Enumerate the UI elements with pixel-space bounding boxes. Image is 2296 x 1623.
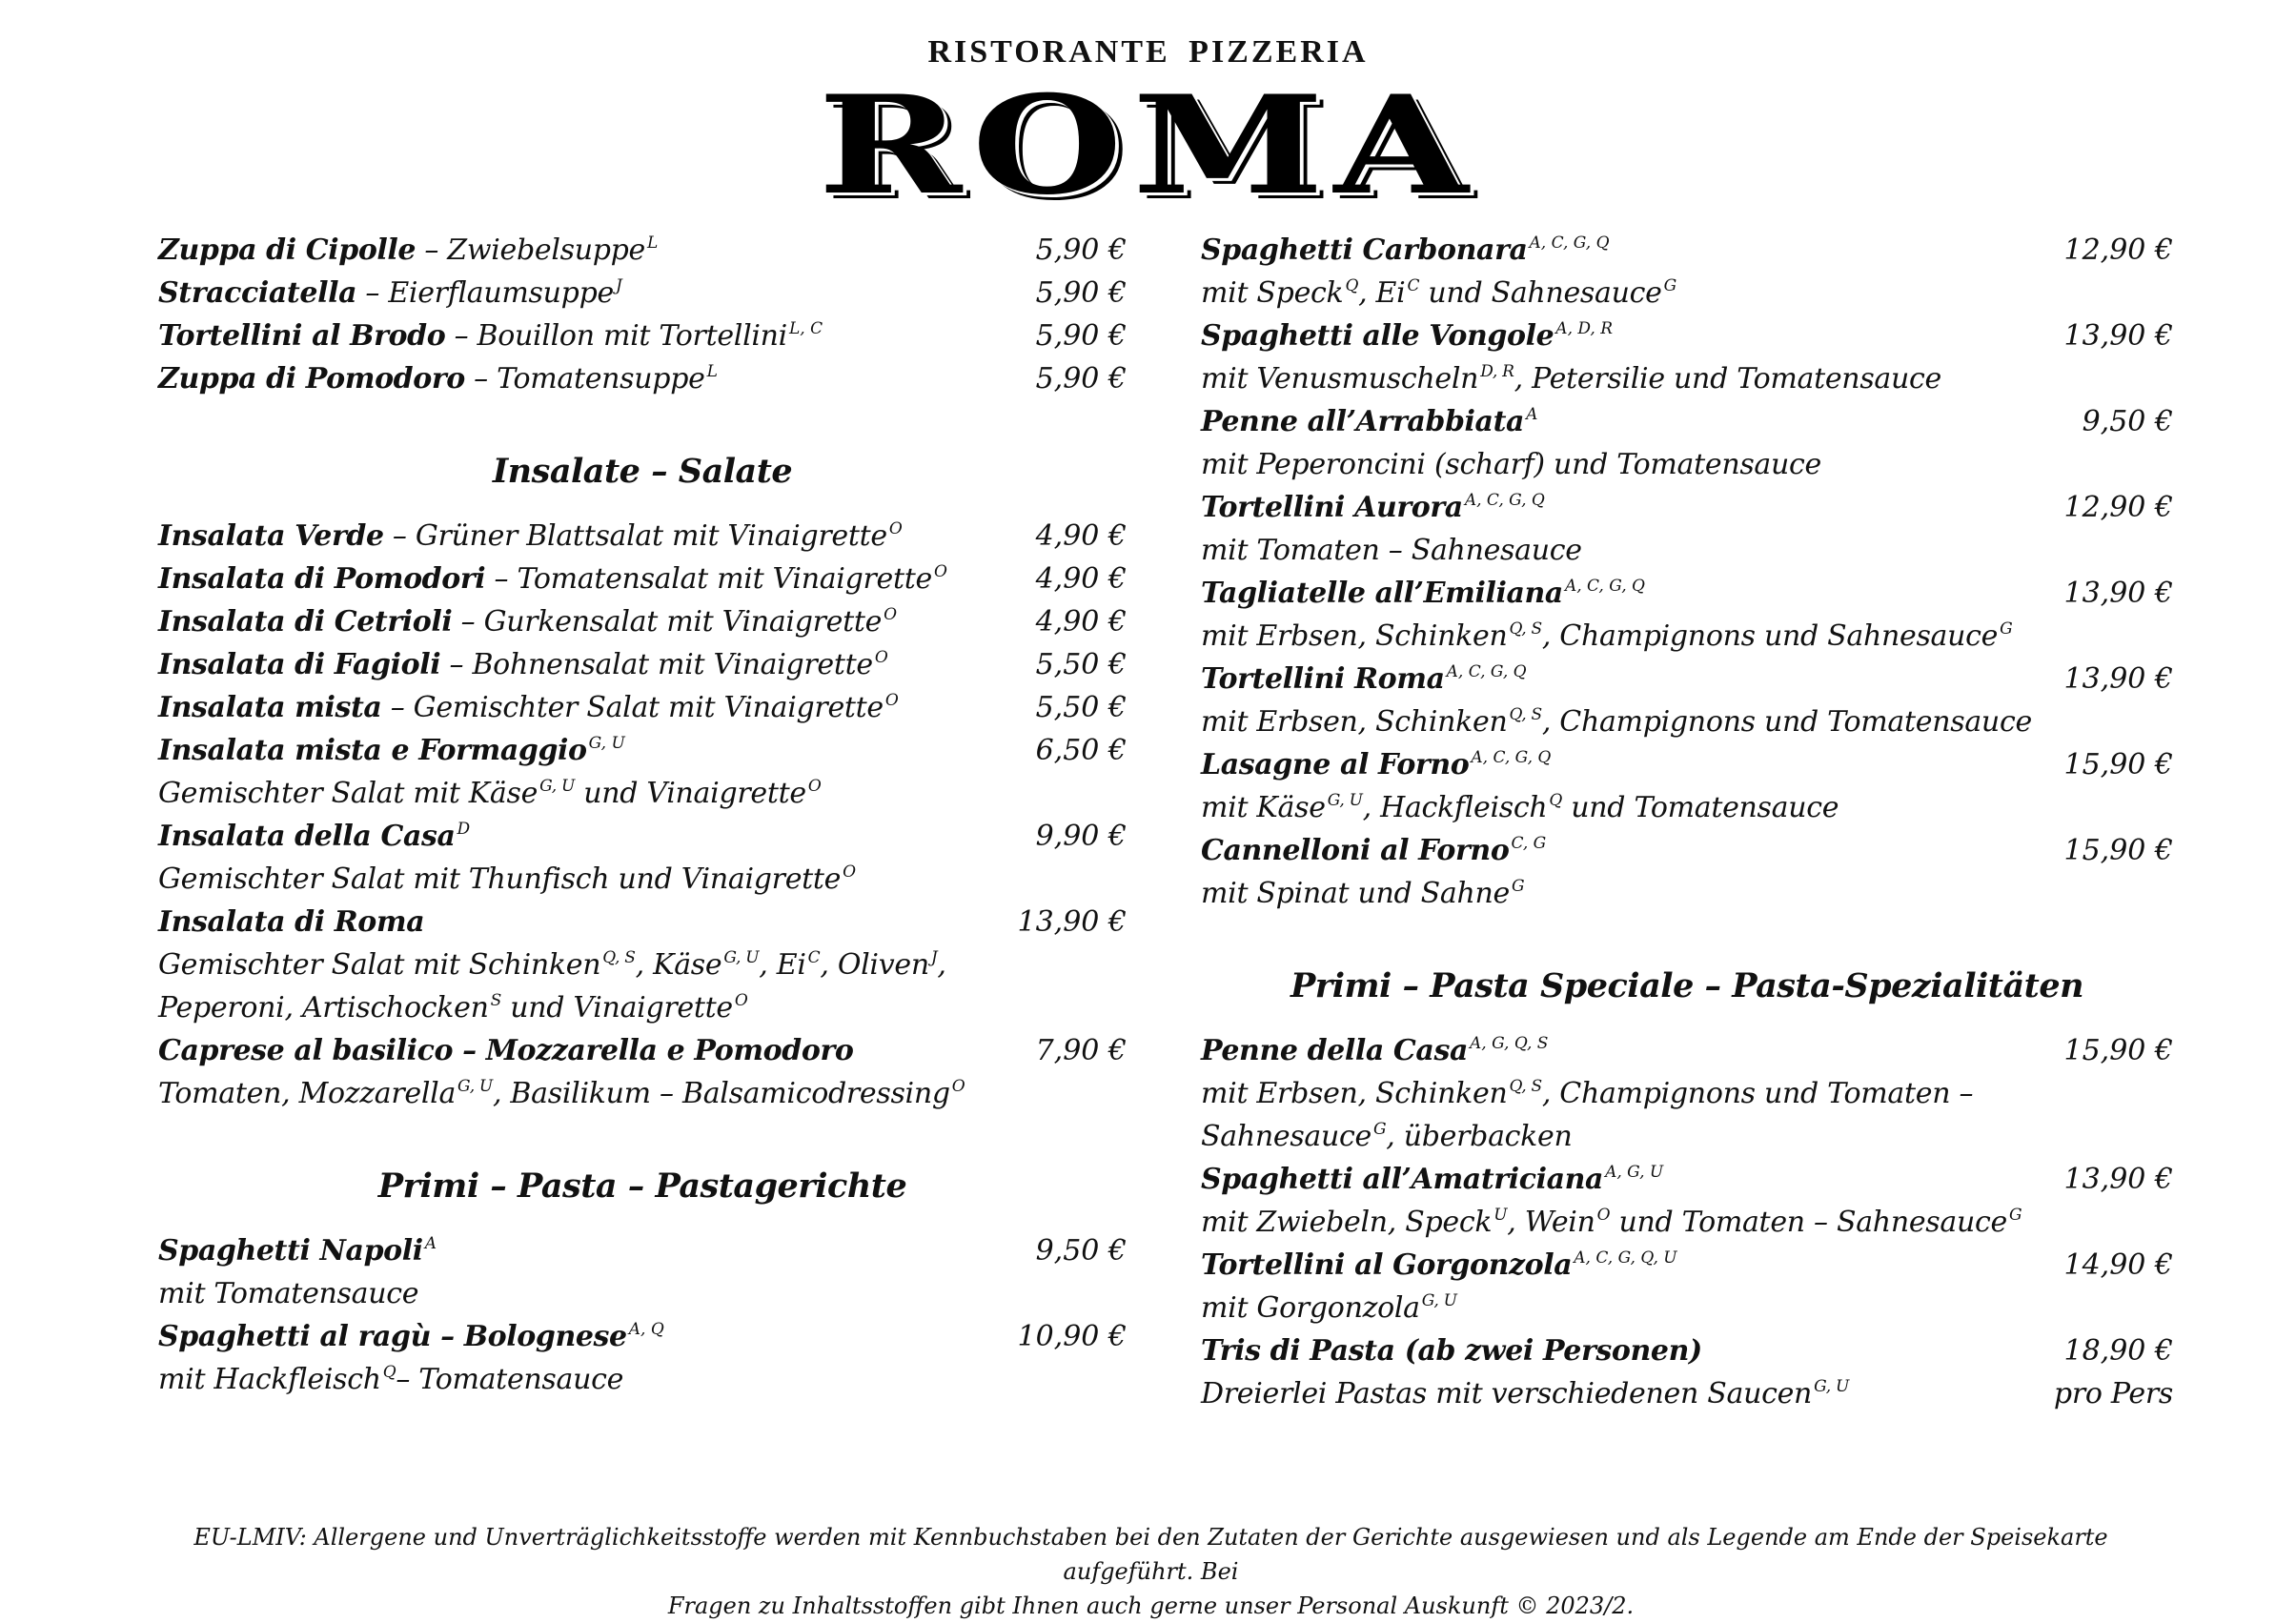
description-text: , <box>937 948 946 982</box>
description-text: mit Tomaten – Sahnesauce <box>1201 534 1582 567</box>
description-text: , Käse <box>635 948 722 982</box>
dish-price: 4,90 € <box>1035 519 1127 553</box>
allergen-codes: O <box>874 648 888 667</box>
dish-separator: – <box>464 362 498 396</box>
dish-price: 13,90 € <box>2063 1163 2173 1196</box>
dish-separator: – <box>485 562 518 596</box>
dish-price: 12,90 € <box>2063 233 2173 267</box>
allergen-codes: O <box>1596 1206 1611 1225</box>
dish-name: Tortellini al Brodo <box>158 319 446 353</box>
menu-item-row <box>158 815 1127 858</box>
allergen-codes: C <box>1407 276 1420 295</box>
allergen-codes: J <box>930 948 938 967</box>
menu-item-row <box>158 729 1127 772</box>
allergen-codes: O <box>884 605 897 624</box>
dish-price: 14,90 € <box>2063 1248 2173 1282</box>
dish-separator: – <box>452 605 484 639</box>
description-text: Sahnesauce <box>1201 1120 1372 1153</box>
description-text: , Hackfleisch <box>1362 791 1548 824</box>
dish-name: Tortellini Aurora <box>1201 491 1463 524</box>
description-text: – Tomatensauce <box>396 1363 624 1396</box>
allergen-codes: O <box>843 862 856 882</box>
dish-price: 9,90 € <box>1035 820 1127 853</box>
dish-name: Tortellini al Gorgonzola <box>1201 1248 1573 1282</box>
allergen-codes: A, C, G, Q <box>1471 748 1552 767</box>
menu-item-row <box>1201 1244 2173 1287</box>
dish-description-line <box>158 1072 1127 1115</box>
description-text: , Champignons und Tomaten – <box>1541 1077 1974 1110</box>
dish-description-line <box>1201 272 2173 314</box>
dish-name: Stracciatella <box>158 276 357 310</box>
description-text: , Champignons und Tomatensauce <box>1541 705 2032 739</box>
dish-price: 5,90 € <box>1035 233 1127 267</box>
allergen-codes: L <box>647 233 659 253</box>
dish-price: 7,90 € <box>1035 1034 1127 1067</box>
dish-description: Tomatensuppe <box>497 362 705 396</box>
dish-price: 5,90 € <box>1035 276 1127 310</box>
section-heading: Primi – Pasta – Pastagerichte <box>377 1167 907 1206</box>
menu-item-row <box>158 314 1127 357</box>
menu-item-row <box>1201 400 2173 443</box>
allergen-codes: G <box>1373 1120 1387 1139</box>
dish-description-line <box>158 858 1127 901</box>
description-text: mit Hackfleisch <box>158 1363 381 1396</box>
allergen-codes: G, U <box>588 734 625 753</box>
dish-name: Tris di Pasta (ab zwei Personen) <box>1201 1334 1702 1368</box>
dish-description-line <box>1201 615 2173 658</box>
menu-item-row <box>158 643 1127 686</box>
dish-description: Zwiebelsuppe <box>447 233 646 267</box>
price-unit: pro Pers <box>2053 1377 2173 1410</box>
menu-item-row <box>158 229 1127 272</box>
dish-name: Insalata mista e Formaggio <box>158 734 587 767</box>
allergen-codes: A <box>1526 405 1538 424</box>
allergen-codes: D <box>457 820 471 839</box>
allergen-codes: G, U <box>723 948 760 967</box>
dish-separator: – <box>440 648 473 681</box>
dish-description: Tomatensalat mit Vinaigrette <box>517 562 932 596</box>
allergen-codes: C <box>807 948 821 967</box>
allergen-codes: O <box>807 777 822 796</box>
dish-description-line <box>1201 786 2173 829</box>
allergen-codes: O <box>734 991 748 1010</box>
dish-description: Gurkensalat mit Vinaigrette <box>483 605 883 639</box>
allergen-codes: A, G, Q, S <box>1469 1034 1549 1053</box>
dish-name: Zuppa di Pomodoro <box>158 362 465 396</box>
dish-separator: – <box>356 276 389 310</box>
dish-name: Tagliatelle all’Emiliana <box>1201 577 1563 610</box>
allergen-codes: O <box>888 519 903 538</box>
allergen-codes: G, U <box>539 777 575 796</box>
description-text: und Tomaten – Sahnesauce <box>1610 1206 2007 1239</box>
menu-item-row <box>1201 658 2173 700</box>
description-text: mit Erbsen, Schinken <box>1201 705 1508 739</box>
allergen-codes: G <box>2008 1206 2022 1225</box>
dish-description-line <box>158 772 1127 815</box>
dish-name: Spaghetti Carbonara <box>1201 233 1528 267</box>
description-text: , Wein <box>1507 1206 1595 1239</box>
dish-name: Cannelloni al Forno <box>1201 834 1510 867</box>
menu-item-row <box>1201 1158 2173 1201</box>
dish-price: 9,50 € <box>1035 1234 1127 1268</box>
dish-price: 6,50 € <box>1035 734 1127 767</box>
menu-item-row <box>158 272 1127 314</box>
description-text: mit Speck <box>1201 276 1344 310</box>
menu-item-row <box>158 558 1127 600</box>
menu-item-row <box>158 1029 1127 1072</box>
dish-description: Bouillon mit Tortellini <box>477 319 787 353</box>
description-text: , Ei <box>1358 276 1406 310</box>
description-text: mit Spinat und Sahne <box>1201 877 1511 910</box>
menu-item-row <box>1201 486 2173 529</box>
dish-name: Caprese al basilico – Mozzarella e Pomodoro <box>158 1034 854 1067</box>
allergen-codes: L, C <box>788 319 823 338</box>
dish-price: 13,90 € <box>1017 905 1127 939</box>
menu-item-row <box>1201 1029 2173 1072</box>
dish-separator: – <box>381 691 414 724</box>
allergen-codes: Q <box>1345 276 1359 295</box>
menu-item-row <box>1201 229 2173 272</box>
allergen-codes: O <box>951 1077 965 1096</box>
description-text: mit Erbsen, Schinken <box>1201 1077 1508 1110</box>
dish-price: 18,90 € <box>2063 1334 2173 1368</box>
dish-description: Eierflaumsuppe <box>388 276 614 310</box>
allergen-codes: O <box>884 691 899 710</box>
dish-price: 9,50 € <box>2082 405 2173 438</box>
dish-description-line <box>1201 443 2173 486</box>
description-text: , Petersilie und Tomatensauce <box>1514 362 1941 396</box>
description-text: Gemischter Salat mit Thunfisch und Vinaigrette <box>158 862 842 896</box>
dish-name: Tortellini Roma <box>1201 662 1445 696</box>
dish-name: Insalata della Casa <box>158 820 456 853</box>
dish-price: 13,90 € <box>2063 662 2173 696</box>
description-text: mit Venusmuscheln <box>1201 362 1479 396</box>
description-text: Gemischter Salat mit Käse <box>158 777 538 810</box>
description-text: mit Erbsen, Schinken <box>1201 619 1508 653</box>
allergen-codes: Q, S <box>1509 1077 1542 1096</box>
dish-description-line <box>158 1272 1127 1315</box>
description-text: mit Gorgonzola <box>1201 1291 1420 1325</box>
dish-name: Spaghetti alle Vongole <box>1201 319 1554 353</box>
allergen-codes: S <box>490 991 501 1010</box>
allergen-codes: A <box>424 1234 437 1253</box>
dish-name: Insalata mista <box>158 691 382 724</box>
menu-item-row <box>1201 743 2173 786</box>
dish-separator: – <box>416 233 448 267</box>
menu-header <box>0 34 2296 225</box>
dish-price: 4,90 € <box>1035 562 1127 596</box>
footer-line: EU-LMIV: Allergene und Unverträglichkeitsstoffe werden mit Kennbuchstaben bei den Zutaten der Gerichte ausgewiesen und als Legende am Ende der Speisekarte aufgeführt. Bei <box>193 1524 2108 1585</box>
dish-description-line <box>158 986 1127 1029</box>
dish-description-line <box>1201 1072 2173 1115</box>
spacer <box>1201 915 2173 943</box>
description-text: Dreierlei Pastas mit verschiedenen Saucen <box>1201 1377 1813 1410</box>
description-text: und Vinaigrette <box>574 777 806 810</box>
description-text: mit Peperoncini (scharf) und Tomatensauce <box>1201 448 1821 481</box>
description-text: Gemischter Salat mit Schinken <box>158 948 601 982</box>
description-text: , überbacken <box>1386 1120 1573 1153</box>
description-text: Peperoni, Artischocken <box>158 991 489 1025</box>
restaurant-subtitle: RISTORANTE PIZZERIA <box>927 34 1369 70</box>
allergen-codes: G <box>1512 877 1525 896</box>
allergen-codes: Q, S <box>602 948 636 967</box>
spacer <box>158 400 1127 429</box>
dish-price: 5,90 € <box>1035 319 1127 353</box>
menu-item-row <box>158 515 1127 558</box>
allergen-codes: G, U <box>1327 791 1363 810</box>
allergen-codes: A, C, G, Q <box>1529 233 1610 253</box>
section-heading: Primi – Pasta Speciale – Pasta-Spezialitäten <box>1290 966 2084 1005</box>
dish-price: 5,90 € <box>1035 362 1127 396</box>
dish-description-line <box>1201 872 2173 915</box>
allergen-codes: Q <box>1549 791 1563 810</box>
allergen-codes: A, Q <box>628 1320 664 1339</box>
allergen-codes: Q, S <box>1509 619 1542 639</box>
dish-price: 5,50 € <box>1035 691 1127 724</box>
dish-price: 12,90 € <box>2063 491 2173 524</box>
allergen-codes: G, U <box>1814 1377 1850 1396</box>
dish-description-line <box>1201 1372 2173 1415</box>
allergen-codes: G, U <box>457 1077 493 1096</box>
dish-description-line <box>1201 1115 2173 1158</box>
dish-description-line <box>1201 700 2173 743</box>
menu-item-row <box>158 901 1127 943</box>
menu-item-row <box>1201 1329 2173 1372</box>
dish-name: Insalata di Pomodori <box>158 562 486 596</box>
footer-line: Fragen zu Inhaltsstoffen gibt Ihnen auch gerne unser Personal Auskunft © 2023/2. <box>667 1593 1635 1619</box>
dish-price: 15,90 € <box>2063 748 2173 781</box>
allergen-codes: Q, S <box>1509 705 1542 724</box>
allergen-codes: A, C, G, Q <box>1446 662 1527 681</box>
description-text: , Ei <box>759 948 806 982</box>
description-text: und Sahnesauce <box>1419 276 1662 310</box>
dish-price: 13,90 € <box>2063 577 2173 610</box>
dish-separator: – <box>445 319 477 353</box>
dish-price: 5,50 € <box>1035 648 1127 681</box>
allergen-codes: A, G, U <box>1605 1163 1664 1182</box>
allergen-codes: G <box>1663 276 1676 295</box>
menu-item-row <box>158 1315 1127 1358</box>
roma-logo: ROMA <box>818 67 1478 225</box>
dish-price: 10,90 € <box>1017 1320 1127 1353</box>
description-text: , Champignons und Sahnesauce <box>1541 619 1999 653</box>
dish-name: Penne all’Arrabbiata <box>1201 405 1525 438</box>
description-text: , Oliven <box>820 948 929 982</box>
allergen-codes: J <box>615 276 622 295</box>
spacer <box>158 1115 1127 1144</box>
allergen-codes: A, D, R <box>1555 319 1614 338</box>
dish-description-line <box>158 1358 1127 1401</box>
description-text: , Basilikum – Balsamicodressing <box>492 1077 950 1110</box>
dish-name: Spaghetti al ragù – Bolognese <box>158 1320 627 1353</box>
dish-name: Spaghetti all’Amatriciana <box>1201 1163 1604 1196</box>
description-text: mit Tomatensauce <box>158 1277 419 1310</box>
menu-item-row <box>158 357 1127 400</box>
allergen-codes: Q <box>382 1363 396 1382</box>
dish-price: 4,90 € <box>1035 605 1127 639</box>
menu-item-row <box>1201 314 2173 357</box>
description-text: mit Zwiebeln, Speck <box>1201 1206 1493 1239</box>
dish-name: Penne della Casa <box>1201 1034 1468 1067</box>
dish-name: Insalata Verde <box>158 519 384 553</box>
menu-item-row <box>1201 572 2173 615</box>
dish-name: Insalata di Fagioli <box>158 648 441 681</box>
allergen-codes: O <box>933 562 947 581</box>
allergen-codes: G, U <box>1421 1291 1457 1310</box>
dish-description: Grüner Blattsalat mit Vinaigrette <box>415 519 887 553</box>
allergen-codes: A, C, G, Q <box>1464 491 1545 510</box>
dish-description: Bohnensalat mit Vinaigrette <box>472 648 873 681</box>
allergen-codes: A, C, G, Q <box>1564 577 1645 596</box>
menu-column-left <box>158 229 1127 1401</box>
section-heading: Insalate – Salate <box>492 452 793 491</box>
menu-item-row <box>1201 829 2173 872</box>
dish-description-line <box>158 943 1127 986</box>
menu-item-row <box>158 1229 1127 1272</box>
description-text: und Vinaigrette <box>501 991 733 1025</box>
description-text: und Tomatensauce <box>1562 791 1839 824</box>
dish-name: Insalata di Cetrioli <box>158 605 453 639</box>
dish-description-line <box>1201 357 2173 400</box>
allergen-codes: D, R <box>1480 362 1514 381</box>
allergen-footer-note <box>162 1520 2140 1623</box>
dish-price: 13,90 € <box>2063 319 2173 353</box>
allergen-codes: A, C, G, Q, U <box>1574 1248 1677 1268</box>
dish-name: Spaghetti Napoli <box>158 1234 423 1268</box>
dish-separator: – <box>383 519 416 553</box>
description-text: mit Käse <box>1201 791 1326 824</box>
description-text: Tomaten, Mozzarella <box>158 1077 457 1110</box>
allergen-codes: G <box>2000 619 2013 639</box>
dish-name: Lasagne al Forno <box>1201 748 1470 781</box>
dish-name: Insalata di Roma <box>158 905 425 939</box>
dish-name: Zuppa di Cipolle <box>158 233 417 267</box>
menu-item-row <box>158 686 1127 729</box>
dish-description: Gemischter Salat mit Vinaigrette <box>413 691 884 724</box>
dish-description-line <box>1201 1201 2173 1244</box>
allergen-codes: U <box>1493 1206 1508 1225</box>
allergen-codes: C, G <box>1511 834 1547 853</box>
allergen-codes: L <box>706 362 718 381</box>
dish-price: 15,90 € <box>2063 1034 2173 1067</box>
dish-price: 15,90 € <box>2063 834 2173 867</box>
menu-column-right <box>1201 229 2173 1415</box>
dish-description-line <box>1201 1287 2173 1329</box>
menu-item-row <box>158 600 1127 643</box>
dish-description-line <box>1201 529 2173 572</box>
